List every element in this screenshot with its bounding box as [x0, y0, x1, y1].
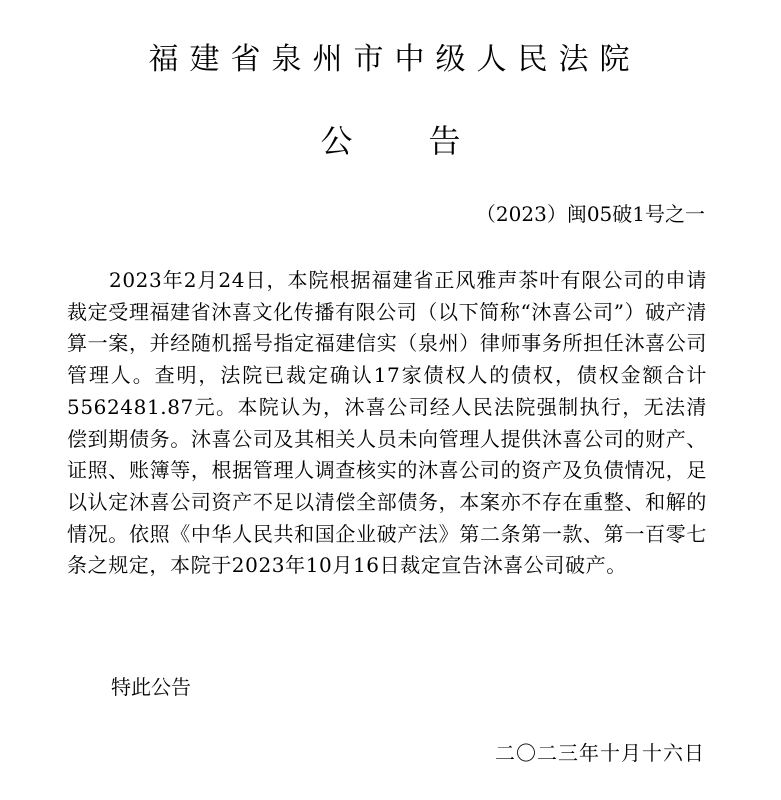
- issue-date: 二〇二三年十月十六日: [495, 741, 705, 765]
- announcement-body: 2023年2月24日，本院根据福建省正风雅声茶叶有限公司的申请裁定受理福建省沐喜文化传播有限公司（以下简称“沐喜公司”）破产清算一案，并经随机摇号指定福建信实（泉州）律师事务所担任沐喜公司管理人。查明，法院已裁定确认17家债权人的债权，债权金额合计5562481.87元。本院认为，沐喜公司经人民法院强制执行，无法清偿到期债务。沐喜公司及其相关人员未向管理人提供沐喜公司的财产、证照、账簿等，根据管理人调查核实的沐喜公司的资产及负债情况，足以认定沐喜公司资产不足以清偿全部债务，本案亦不存在重整、和解的情况。依照《中华人民共和国企业破产法》第二条第一款、第一百零七条之规定，本院于2023年10月16日裁定宣告沐喜公司破产。: [67, 268, 707, 578]
- case-number: （2023）闽05破1号之一: [475, 202, 705, 226]
- court-name: 福建省泉州市中级人民法院: [148, 42, 641, 77]
- document-title: 公告: [320, 122, 537, 160]
- closing-statement: 特此公告: [111, 675, 191, 699]
